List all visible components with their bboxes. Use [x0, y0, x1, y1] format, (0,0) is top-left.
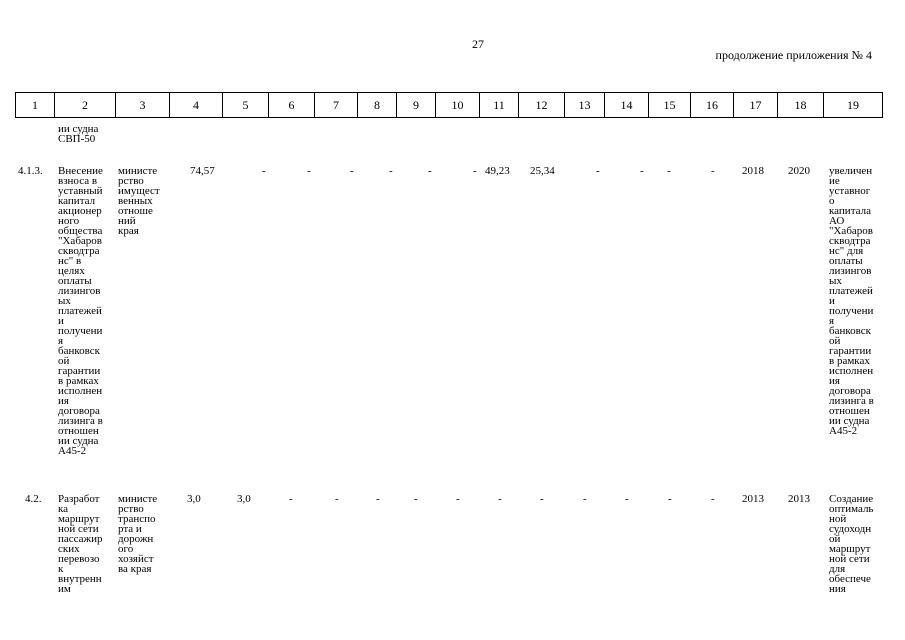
cell-c15: -: [667, 165, 671, 177]
cell-c17: 2018: [742, 165, 764, 177]
header-cell-13: 13: [564, 92, 604, 118]
cell-c4: 74,57: [190, 165, 215, 177]
row-executor: министе рство имущест венных отноше ний края: [118, 165, 160, 237]
cell-c15: -: [668, 493, 672, 505]
header-cell-8: 8: [357, 92, 396, 118]
header-cell-3: 3: [115, 92, 169, 118]
page-number: 27: [472, 37, 484, 51]
cell-c8: -: [376, 493, 380, 505]
cell-c8: -: [389, 165, 393, 177]
header-cell-11: 11: [479, 92, 518, 118]
cell-c7: -: [350, 165, 354, 177]
row-code: 4.1.3.: [18, 165, 43, 177]
row-executor: министе рство транспо рта и дорожн ого хозяйст ва края: [118, 493, 158, 575]
cell-c7: -: [335, 493, 339, 505]
header-cell-12: 12: [518, 92, 564, 118]
header-cell-5: 5: [222, 92, 268, 118]
cell-c12: -: [540, 493, 544, 505]
row-result: увеличен ие уставног о капитала АО "Хабаров скводтра нс" для оплаты лизингов ых платежей и получени я банковск ой гарантии в рамках исполнен ия договора лизинга в отношен ии судна А45-2: [829, 165, 874, 437]
cell-c4: 3,0: [187, 493, 201, 505]
header-cell-4: 4: [169, 92, 222, 118]
cell-c13: -: [596, 165, 600, 177]
cell-c10: -: [456, 493, 460, 505]
row-name: Внесение взноса в уставный капитал акционер ного общества "Хабаров скводтра нс" в целях оплаты лизингов ых платежей и получени я банковск ой гарантии в рамках исполнен ия договора лизинга в отношен ии судна А45-2: [58, 165, 103, 457]
header-cell-7: 7: [314, 92, 357, 118]
cell-c9: -: [428, 165, 432, 177]
header-cell-6: 6: [268, 92, 314, 118]
cell-c18: 2013: [788, 493, 810, 505]
row-code: 4.2.: [25, 493, 42, 505]
carryover-name-cell: ии судна СВП-50: [58, 123, 99, 145]
continuation-label: продолжение приложения № 4: [715, 48, 872, 62]
cell-c5: 3,0: [237, 493, 251, 505]
header-cell-18: 18: [777, 92, 823, 118]
cell-c6: -: [307, 165, 311, 177]
header-cell-15: 15: [648, 92, 690, 118]
cell-c16: -: [711, 493, 715, 505]
header-cell-14: 14: [604, 92, 648, 118]
cell-c18: 2020: [788, 165, 810, 177]
cell-c17: 2013: [742, 493, 764, 505]
cell-c16: -: [711, 165, 715, 177]
header-cell-2: 2: [54, 92, 115, 118]
cell-c6: -: [289, 493, 293, 505]
cell-c10: -: [473, 165, 477, 177]
cell-c11: 49,23: [485, 165, 510, 177]
header-cell-19: 19: [823, 92, 883, 118]
row-name: Разработ ка маршрут ной сети пассажир ских перевозо к внутренн им: [58, 493, 103, 595]
cell-c13: -: [583, 493, 587, 505]
cell-c9: -: [414, 493, 418, 505]
header-cell-10: 10: [435, 92, 479, 118]
cell-c5: -: [262, 165, 266, 177]
cell-c11: -: [498, 493, 502, 505]
header-cell-16: 16: [690, 92, 733, 118]
cell-c12: 25,34: [530, 165, 555, 177]
header-cell-1: 1: [15, 92, 54, 118]
header-cell-17: 17: [733, 92, 777, 118]
cell-c14: -: [640, 165, 644, 177]
cell-c14: -: [625, 493, 629, 505]
header-cell-9: 9: [396, 92, 435, 118]
row-result: Создание оптималь ной судоходн ой маршрут ной сети для обеспече ния: [829, 493, 874, 595]
